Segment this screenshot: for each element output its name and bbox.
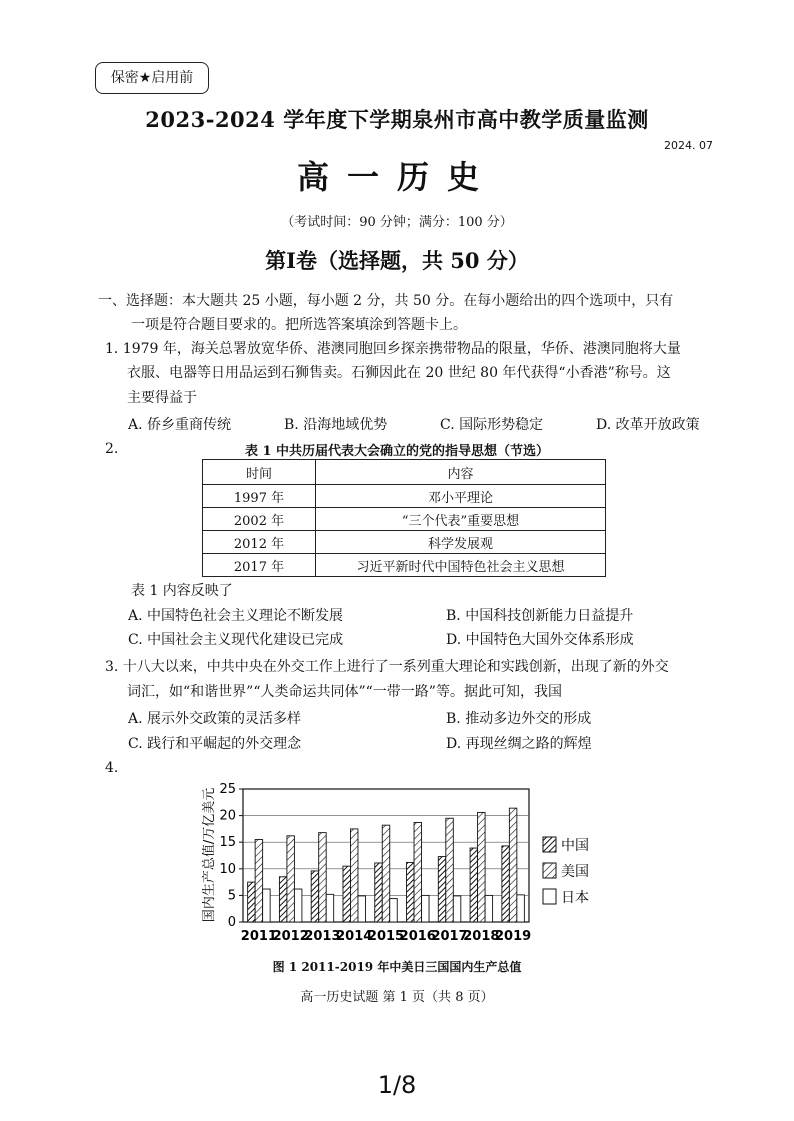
bar-japan: [422, 895, 430, 922]
bar-china: [502, 846, 510, 922]
x-tick-label: 2017: [431, 929, 468, 944]
q1-line2: 衣服、电器等日用品运到石狮售卖。石狮因此在 20 世纪 80 年代获得“小香港”称号。这: [127, 365, 671, 381]
table-header-row: [203, 460, 606, 485]
bar-china: [438, 857, 446, 922]
x-tick-label: 2012: [272, 929, 309, 944]
table-caption: 表 1 中共历届代表大会确立的党的指导思想（节选）: [244, 444, 550, 459]
bar-usa: [350, 829, 358, 922]
table-cell: 科学发展观: [316, 531, 606, 554]
legend-swatch: [543, 863, 556, 878]
y-tick-label: 0: [227, 915, 236, 930]
bar-china: [407, 862, 415, 922]
bar-japan: [358, 896, 366, 922]
x-tick-label: 2016: [399, 929, 436, 944]
table-cell: “三个代表”重要思想: [316, 508, 606, 531]
y-tick-label: 15: [219, 835, 236, 851]
bar-usa: [509, 808, 516, 922]
exam-date: 2024. 07: [664, 139, 713, 152]
q3-option-b: B. 推动多边外交的形成: [446, 711, 592, 727]
bar-japan: [517, 895, 525, 922]
bar-japan: [326, 894, 334, 922]
section-intro-line2: 一项是符合题目要求的。把所选答案填涂到答题卡上。: [131, 317, 467, 333]
y-tick-label: 20: [219, 808, 236, 824]
q2-stem: 表 1 内容反映了: [131, 583, 233, 599]
bar-china: [279, 877, 287, 922]
exam-meta: （考试时间：90 分钟；满分：100 分）: [281, 215, 513, 230]
table-cell: 1997 年: [203, 485, 316, 508]
bar-usa: [478, 812, 486, 922]
table-row: [203, 531, 606, 554]
x-tick-label: 2014: [336, 929, 373, 944]
table-cell: 2002 年: [203, 508, 316, 531]
bar-japan: [453, 896, 461, 922]
q4-number: 4.: [105, 760, 119, 776]
bar-japan: [390, 899, 398, 922]
bar-china: [311, 871, 319, 922]
q3-option-a: A. 展示外交政策的灵活多样: [128, 711, 302, 727]
bar-usa: [255, 840, 263, 922]
chart-title: 图 1 2011-2019 年中美日三国国内生产总值: [272, 960, 522, 974]
chart-ylabel: 国内生产总值/万亿美元: [202, 787, 217, 923]
bar-usa: [446, 818, 454, 922]
bar-japan: [485, 895, 493, 922]
bar-japan: [263, 889, 271, 922]
legend-label: 美国: [561, 864, 589, 880]
q1-line1: 1. 1979 年，海关总署放宽华侨、港澳同胞回乡探亲携带物品的限量，华侨、港澳同胞将大量: [105, 341, 681, 357]
bar-japan: [294, 889, 302, 922]
q2-option-b: B. 中国科技创新能力日益提升: [446, 608, 634, 624]
q3-line2: 词汇，如“和谐世界”“人类命运共同体”“一带一路”等。据此可知，我国: [127, 684, 562, 700]
bar-china: [343, 866, 351, 922]
y-tick-label: 5: [227, 888, 236, 904]
q1-option-c: C. 国际形势稳定: [440, 417, 544, 433]
legend-swatch: [543, 837, 556, 852]
exam-title: 2023-2024 学年度下学期泉州市高中教学质量监测: [145, 107, 649, 132]
x-tick-label: 2011: [240, 929, 277, 944]
confidential-badge: 保密★启用前: [95, 62, 209, 94]
table-cell: 习近平新时代中国特色社会主义思想: [316, 554, 606, 577]
page-indicator: 1/8: [377, 1071, 417, 1099]
q2-option-a: A. 中国特色社会主义理论不断发展: [128, 608, 344, 624]
q1-option-b: B. 沿海地域优势: [284, 417, 388, 433]
legend-swatch: [543, 889, 556, 904]
section-intro-line1: 一、选择题：本大题共 25 小题，每小题 2 分，共 50 分。在每小题给出的四个选项中，只有: [98, 293, 674, 309]
y-tick-label: 10: [219, 861, 236, 877]
bar-usa: [414, 823, 422, 922]
subject-title: 高一历史: [296, 158, 497, 196]
bar-usa: [382, 825, 390, 922]
x-tick-label: 2019: [495, 929, 532, 944]
table-header-content: 内容: [316, 460, 606, 485]
bar-china: [248, 882, 256, 922]
guiding-thought-table: [202, 459, 606, 577]
bar-china: [375, 863, 383, 922]
q1-option-d: D. 改革开放政策: [596, 417, 700, 433]
q3-option-c: C. 践行和平崛起的外交理念: [128, 736, 302, 752]
legend-label: 中国: [561, 838, 589, 854]
q2-option-d: D. 中国特色大国外交体系形成: [446, 632, 634, 648]
page-footer: 高一历史试题 第 1 页（共 8 页）: [300, 990, 494, 1005]
x-tick-label: 2018: [463, 929, 500, 944]
x-tick-label: 2013: [304, 929, 341, 944]
section-title: 第Ⅰ卷（选择题，共 50 分）: [265, 248, 529, 273]
x-tick-label: 2015: [367, 929, 405, 944]
table-row: [203, 508, 606, 531]
legend-label: 日本: [561, 890, 589, 906]
table-cell: 2012 年: [203, 531, 316, 554]
q2-option-c: C. 中国社会主义现代化建设已完成: [128, 632, 344, 648]
table-row: [203, 554, 606, 577]
table-row: [203, 485, 606, 508]
y-tick-label: 25: [219, 782, 236, 797]
bar-usa: [319, 833, 327, 922]
bar-usa: [287, 836, 295, 922]
q3-option-d: D. 再现丝绸之路的辉煌: [446, 736, 592, 752]
q1-option-a: A. 侨乡重商传统: [128, 417, 232, 433]
q1-line3: 主要得益于: [127, 390, 197, 406]
table-cell: 2017 年: [203, 554, 316, 577]
q3-line1: 3. 十八大以来，中共中央在外交工作上进行了一系列重大理论和实践创新，出现了新的外交: [105, 659, 669, 675]
table-cell: 邓小平理论: [316, 485, 606, 508]
q2-number: 2.: [105, 441, 119, 457]
bar-china: [470, 848, 478, 922]
table-header-time: 时间: [203, 460, 316, 485]
